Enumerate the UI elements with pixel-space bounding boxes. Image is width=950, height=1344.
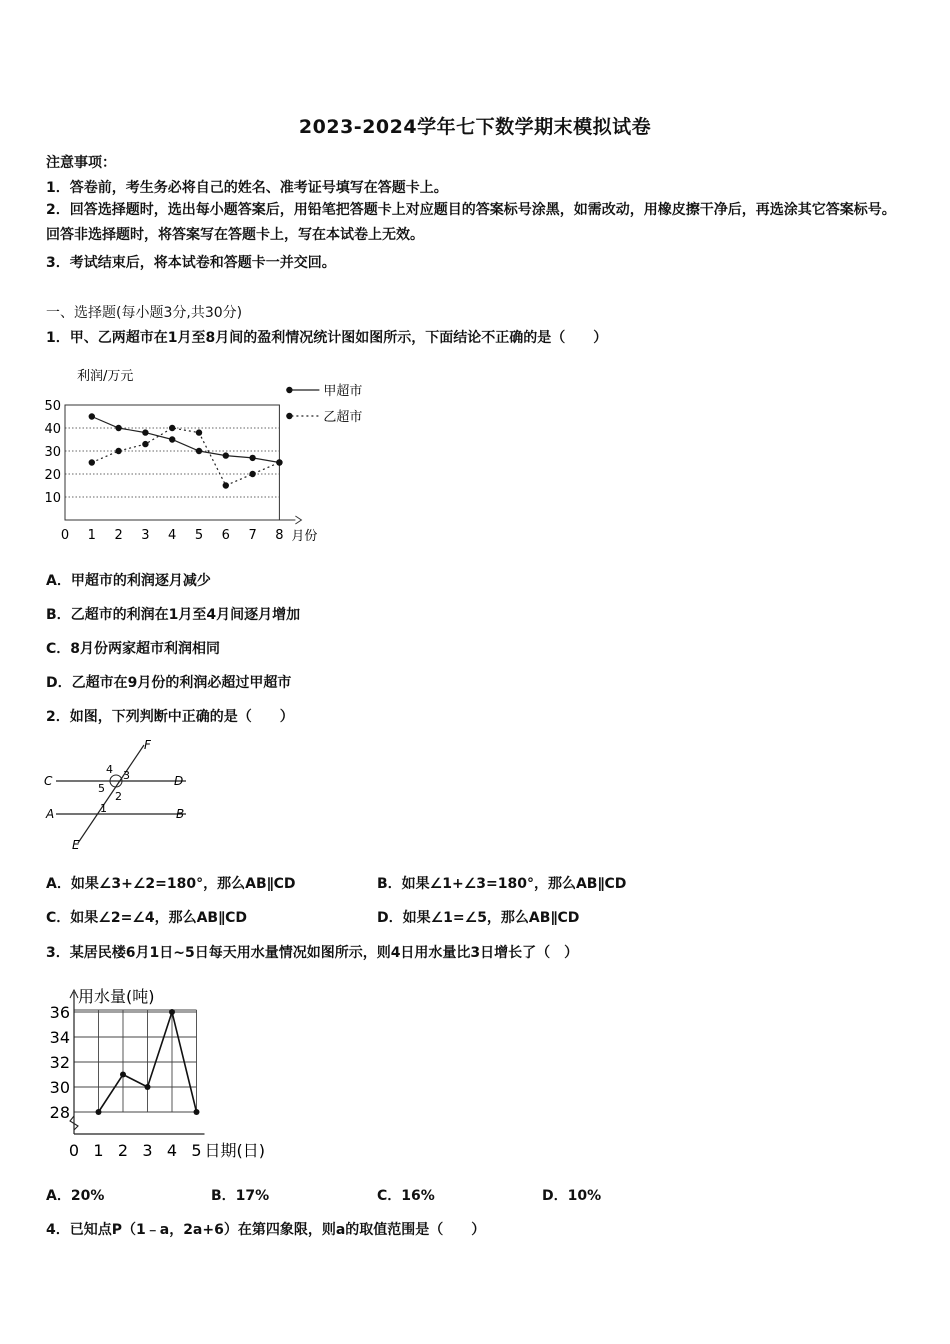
chart1-x-tick: 3 [141,528,150,543]
notice-item-3: 3．考试结束后，将本试卷和答题卡一并交回。 [46,255,336,271]
q2-option-c: C．如果∠2=∠4，那么AB∥CD [46,910,247,926]
page-title: 2023-2024学年七下数学期末模拟试卷 [298,116,652,138]
chart1-x-label: 月份 [291,529,318,544]
angle-label-3: 3 [123,769,130,782]
chart2-point [120,1072,126,1078]
chart1-point [249,455,255,461]
q1-option-d: D．乙超市在9月份的利润必超过甲超市 [46,675,292,691]
chart1-point [142,441,148,447]
notice-item-1: 1．答卷前，考生务必将自己的姓名、准考证号填写在答题卡上。 [46,180,448,196]
notice-heading: 注意事项： [46,155,116,171]
chart1-point [223,452,229,458]
q1-option-c: C．8月份两家超市利润相同 [46,641,221,657]
chart2-x-label: 日期(日) [204,1141,265,1160]
chart1-point [276,459,282,465]
chart1-point [249,471,255,477]
chart2-point [194,1109,200,1115]
chart2-point [96,1109,102,1115]
q2-option-a: A．如果∠3+∠2=180°，那么AB∥CD [46,876,296,892]
chart1-y-tick: 10 [44,491,61,506]
notice-item-2: 2．回答选择题时，选出每小题答案后，用铅笔把答题卡上对应题目的答案标号涂黑，如需改动，用橡皮擦干净后，再选涂其它答案标号。回答非选择题时，将答案写在答题卡上，写在本试卷上无效。 [46,202,896,243]
chart2-y-tick: 34 [49,1028,70,1047]
q2-stem: 2．如图，下列判断中正确的是（ ） [46,709,294,725]
chart2-y-tick: 28 [49,1103,70,1122]
chart1-x-tick: 8 [275,528,284,543]
q1-option-b: B．乙超市的利润在1月至4月间逐月增加 [46,607,301,623]
chart1-point [169,425,175,431]
q3-option-a: A．20% [46,1188,105,1204]
chart1-x-tick: 1 [87,528,96,543]
angle-label-4: 4 [106,763,113,776]
chart1-y-tick: 40 [44,422,61,437]
chart2-x-tick: 1 [93,1141,104,1160]
label-b: B [176,807,185,821]
chart1-x-tick: 5 [194,528,204,543]
q3-option-b: B．17% [211,1188,270,1204]
chart1-point [196,448,202,454]
chart1-point [89,459,95,465]
chart2-y-label: 用水量(吨) [78,987,155,1006]
chart2-point [169,1009,175,1015]
chart2-x-tick: 0 [68,1141,80,1160]
angle-label-2: 2 [115,790,122,803]
chart1-x-tick: 2 [114,528,123,543]
chart2-y-tick: 36 [49,1003,70,1022]
angle-label-5: 5 [98,782,105,795]
chart1-point [115,448,121,454]
chart1-x-tick: 4 [168,528,177,543]
chart1-point [142,429,148,435]
label-c: C [44,774,53,788]
chart1-point [196,429,202,435]
chart1-point [115,425,121,431]
chart1-y-tick: 30 [44,445,61,460]
chart1-point [89,413,95,419]
chart1-point [169,436,175,442]
q2-option-d: D．如果∠1=∠5，那么AB∥CD [377,910,580,926]
transversal-ef [78,745,144,843]
q1-option-a: A．甲超市的利润逐月减少 [46,573,211,589]
q2-parallel-lines-figure [40,735,200,855]
angle-label-1: 1 [100,802,107,815]
label-f: F [144,738,151,752]
chart2-x-tick: 2 [117,1141,129,1160]
q4-stem: 4．已知点P（1﹣a，2a+6）在第四象限，则a的取值范围是（ ） [46,1222,486,1238]
q2-option-b: B．如果∠1+∠3=180°，那么AB∥CD [377,876,627,892]
label-d: D [174,774,184,788]
chart1-legend-label: 乙超市 [323,410,363,425]
chart2-point [145,1084,151,1090]
q1-profit-chart [40,360,400,550]
chart2-x-tick: 3 [142,1141,153,1160]
chart1-y-label: 利润/万元 [77,369,134,384]
section-heading: 一、选择题(每小题3分,共30分) [46,305,243,321]
q3-option-d: D．10% [542,1188,602,1204]
q3-water-chart [40,980,290,1165]
chart1-frame [65,405,279,520]
q1-stem: 1．甲、乙两超市在1月至8月间的盈利情况统计图如图所示，下面结论不正确的是（ ） [46,330,608,346]
chart1-y-tick: 50 [44,399,61,414]
chart1-point [223,482,229,488]
chart1-x-tick: 6 [221,528,230,543]
chart2-x-tick: 5 [191,1141,202,1160]
chart1-x-arrow [295,516,301,524]
label-a: A [46,807,55,821]
q3-option-c: C．16% [377,1188,435,1204]
label-e: E [72,838,80,852]
chart2-x-tick: 4 [166,1141,178,1160]
chart2-y-tick: 30 [49,1078,70,1097]
chart1-x-tick: 7 [248,528,257,543]
chart1-legend-label: 甲超市 [323,384,363,399]
q3-stem: 3．某居民楼6月1日~5日每天用水量情况如图所示，则4日用水量比3日增长了（ ） [46,945,579,961]
chart1-y-tick: 20 [44,468,61,483]
chart2-y-tick: 32 [49,1053,70,1072]
chart1-x-tick: 0 [60,528,70,543]
